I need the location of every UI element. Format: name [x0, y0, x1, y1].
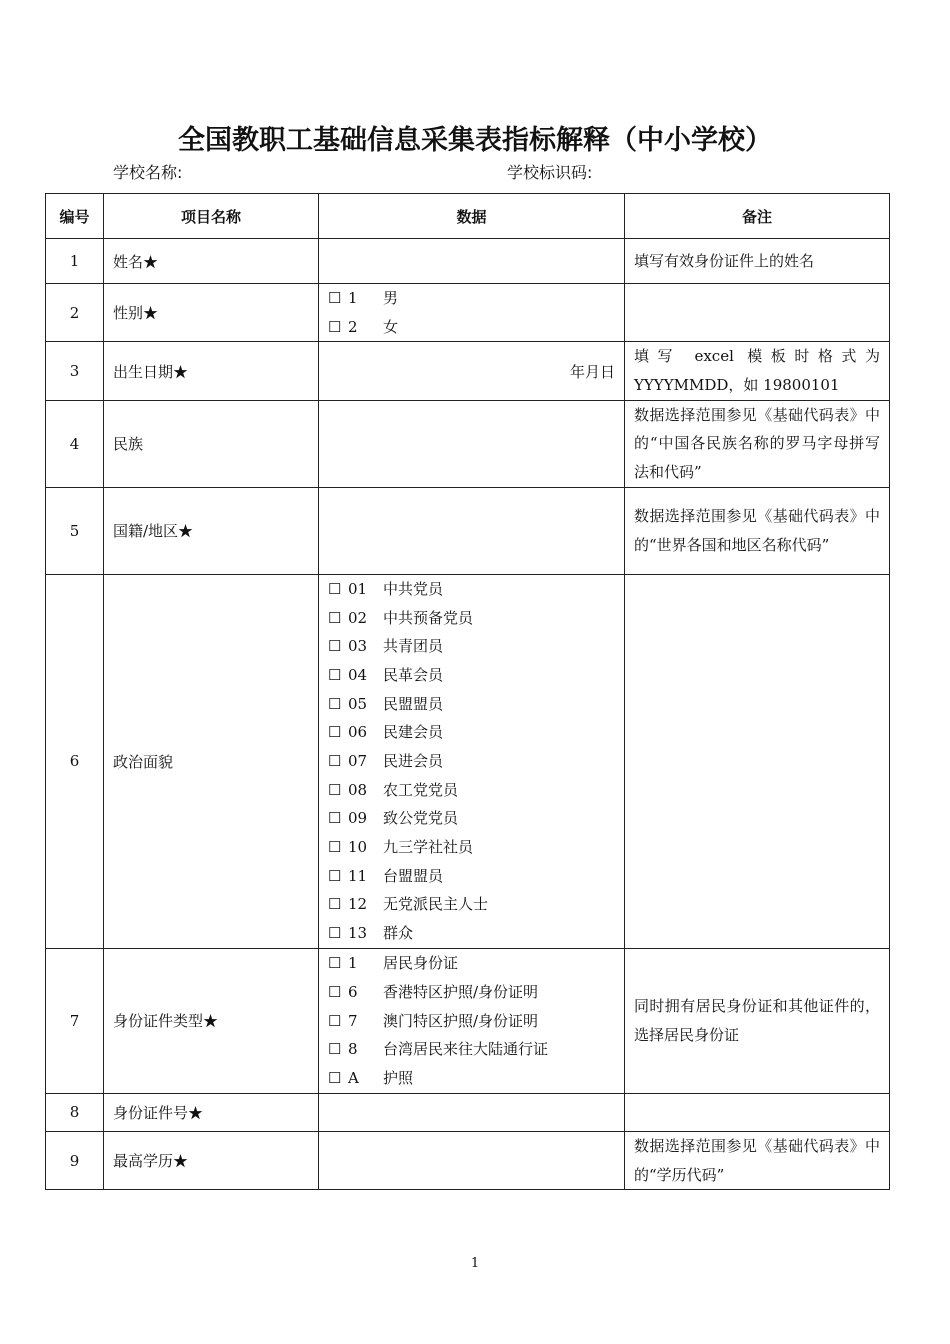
- option-label: 女: [383, 317, 399, 336]
- option-code: 8: [348, 1040, 358, 1059]
- checkbox-option[interactable]: [328, 776, 615, 805]
- checkbox-icon[interactable]: ☐: [328, 895, 342, 914]
- row-number: 5: [46, 487, 104, 574]
- row-number: 1: [46, 239, 104, 284]
- row-item-name: 最高学历★: [104, 1131, 319, 1189]
- row-data-cell[interactable]: [319, 239, 625, 284]
- checkbox-icon[interactable]: ☐: [328, 694, 342, 713]
- option-code: 2: [348, 317, 358, 336]
- checkbox-icon[interactable]: ☐: [328, 665, 342, 684]
- checkbox-option[interactable]: [328, 833, 615, 862]
- checkbox-option[interactable]: [328, 1007, 615, 1036]
- checkbox-option[interactable]: [328, 978, 615, 1007]
- checkbox-icon[interactable]: ☐: [328, 723, 342, 742]
- row-options: [319, 948, 625, 1093]
- table-row: [46, 400, 890, 487]
- option-label: 男: [383, 289, 399, 307]
- table-row: [46, 1093, 890, 1131]
- option-code: 06: [348, 723, 368, 742]
- option-label: 台盟盟员: [383, 866, 444, 885]
- row-data-cell[interactable]: [319, 1131, 625, 1189]
- checkbox-icon[interactable]: ☐: [328, 608, 342, 627]
- row-item-name: 身份证件号★: [104, 1093, 319, 1131]
- option-label: 中共预备党员: [383, 608, 474, 627]
- column-header-number: 编号: [46, 194, 104, 239]
- row-number: 8: [46, 1093, 104, 1131]
- school-code-label: 学校标识码:: [507, 163, 593, 182]
- page-title: 全国教职工基础信息采集表指标解释（中小学校）: [178, 125, 772, 156]
- option-label: 居民身份证: [383, 954, 459, 973]
- row-options: [319, 574, 625, 948]
- option-code: 11: [348, 866, 368, 885]
- row-remark: [625, 284, 890, 342]
- option-label: 澳门特区护照/身份证明: [383, 1011, 539, 1030]
- row-item-name: 姓名★: [104, 239, 319, 284]
- checkbox-icon[interactable]: ☐: [328, 289, 342, 307]
- checkbox-option[interactable]: [328, 919, 615, 948]
- school-name-label: 学校名称:: [113, 163, 183, 182]
- row-item-name: 身份证件类型★: [104, 948, 319, 1093]
- option-label: 致公党党员: [383, 809, 459, 828]
- row-item-name: 国籍/地区★: [104, 487, 319, 574]
- row-number: 4: [46, 400, 104, 487]
- table-row: [46, 574, 890, 948]
- option-label: 民盟盟员: [383, 694, 444, 713]
- checkbox-icon[interactable]: ☐: [328, 1068, 342, 1087]
- row-number: 9: [46, 1131, 104, 1189]
- checkbox-option[interactable]: [328, 313, 615, 342]
- checkbox-icon[interactable]: ☐: [328, 317, 342, 336]
- row-remark: 数据选择范围参见《基础代码表》中的“中国各民族名称的罗马字母拼写法和代码”: [625, 400, 890, 487]
- checkbox-icon[interactable]: ☐: [328, 1011, 342, 1030]
- checkbox-option[interactable]: [328, 604, 615, 633]
- row-remark: [625, 1093, 890, 1131]
- table-row: [46, 239, 890, 284]
- row-number: 6: [46, 574, 104, 948]
- row-item-name: 性别★: [104, 284, 319, 342]
- row-remark: 数据选择范围参见《基础代码表》中的“学历代码”: [625, 1131, 890, 1189]
- row-remark: [625, 574, 890, 948]
- checkbox-option[interactable]: [328, 575, 615, 604]
- option-code: 1: [348, 289, 358, 307]
- option-label: 中共党员: [383, 579, 444, 598]
- checkbox-icon[interactable]: ☐: [328, 637, 342, 656]
- option-code: 08: [348, 780, 368, 799]
- option-code: 12: [348, 895, 368, 914]
- table-row: [46, 342, 890, 400]
- checkbox-icon[interactable]: ☐: [328, 924, 342, 943]
- option-code: 05: [348, 694, 368, 713]
- option-code: A: [348, 1068, 359, 1087]
- option-label: 台湾居民来往大陆通行证: [383, 1040, 549, 1059]
- option-label: 九三学社社员: [383, 838, 474, 857]
- option-code: 09: [348, 809, 368, 828]
- row-remark: 填写 excel 模板时格式为 YYYYMMDD，如 19800101: [625, 342, 890, 400]
- option-label: 护照: [383, 1068, 414, 1087]
- table-row: [46, 487, 890, 574]
- row-number: 3: [46, 342, 104, 400]
- checkbox-option[interactable]: [328, 284, 615, 313]
- column-header-remark: 备注: [625, 194, 890, 239]
- option-label: 共青团员: [383, 637, 444, 656]
- option-label: 群众: [383, 924, 414, 943]
- table-header-row: [46, 194, 890, 239]
- option-label: 民建会员: [383, 723, 444, 742]
- option-code: 1: [348, 954, 358, 973]
- checkbox-option[interactable]: [328, 661, 615, 690]
- option-label: 香港特区护照/身份证明: [383, 982, 539, 1001]
- checkbox-option[interactable]: [328, 804, 615, 833]
- checkbox-icon[interactable]: ☐: [328, 752, 342, 771]
- checkbox-icon[interactable]: ☐: [328, 579, 342, 598]
- row-number: 2: [46, 284, 104, 342]
- checkbox-option[interactable]: [328, 718, 615, 747]
- checkbox-icon[interactable]: ☐: [328, 982, 342, 1001]
- checkbox-icon[interactable]: ☐: [328, 866, 342, 885]
- checkbox-option[interactable]: [328, 890, 615, 919]
- option-code: 02: [348, 608, 368, 627]
- option-label: 民革会员: [383, 665, 444, 684]
- option-code: 10: [348, 838, 368, 857]
- checkbox-option[interactable]: [328, 949, 615, 978]
- checkbox-option[interactable]: [328, 747, 615, 776]
- option-label: 民进会员: [383, 752, 444, 771]
- row-data-cell[interactable]: 年月日: [319, 342, 625, 400]
- row-data-cell[interactable]: [319, 400, 625, 487]
- checkbox-option[interactable]: [328, 690, 615, 719]
- checkbox-option[interactable]: [328, 1064, 615, 1093]
- row-item-name: 出生日期★: [104, 342, 319, 400]
- column-header-item-name: 项目名称: [104, 194, 319, 239]
- table-row: [46, 284, 890, 342]
- checkbox-icon[interactable]: ☐: [328, 954, 342, 973]
- checkbox-option[interactable]: [328, 1035, 615, 1064]
- row-item-name: 民族: [104, 400, 319, 487]
- page-number: 1: [470, 1256, 480, 1271]
- checkbox-icon[interactable]: ☐: [328, 838, 342, 857]
- row-remark: 填写有效身份证件上的姓名: [625, 239, 890, 284]
- checkbox-option[interactable]: [328, 632, 615, 661]
- row-remark: 同时拥有居民身份证和其他证件的，选择居民身份证: [625, 948, 890, 1093]
- option-code: 6: [348, 982, 358, 1001]
- row-remark: 数据选择范围参见《基础代码表》中的“世界各国和地区名称代码”: [625, 487, 890, 574]
- option-code: 07: [348, 752, 368, 771]
- checkbox-icon[interactable]: ☐: [328, 809, 342, 828]
- option-label: 无党派民主人士: [383, 895, 489, 914]
- option-code: 04: [348, 665, 368, 684]
- row-data-cell[interactable]: [319, 487, 625, 574]
- option-label: 农工党党员: [383, 780, 459, 799]
- row-options: [319, 284, 625, 342]
- row-number: 7: [46, 948, 104, 1093]
- option-code: 01: [348, 579, 368, 598]
- option-code: 03: [348, 637, 368, 656]
- row-item-name: 政治面貌: [104, 574, 319, 948]
- checkbox-icon[interactable]: ☐: [328, 1040, 342, 1059]
- column-header-data: 数据: [319, 194, 625, 239]
- row-data-cell[interactable]: [319, 1093, 625, 1131]
- checkbox-icon[interactable]: ☐: [328, 780, 342, 799]
- info-table: [45, 193, 890, 1190]
- table-row: [46, 948, 890, 1093]
- table-row: [46, 1131, 890, 1189]
- option-code: 13: [348, 924, 368, 943]
- option-code: 7: [348, 1011, 358, 1030]
- checkbox-option[interactable]: [328, 862, 615, 891]
